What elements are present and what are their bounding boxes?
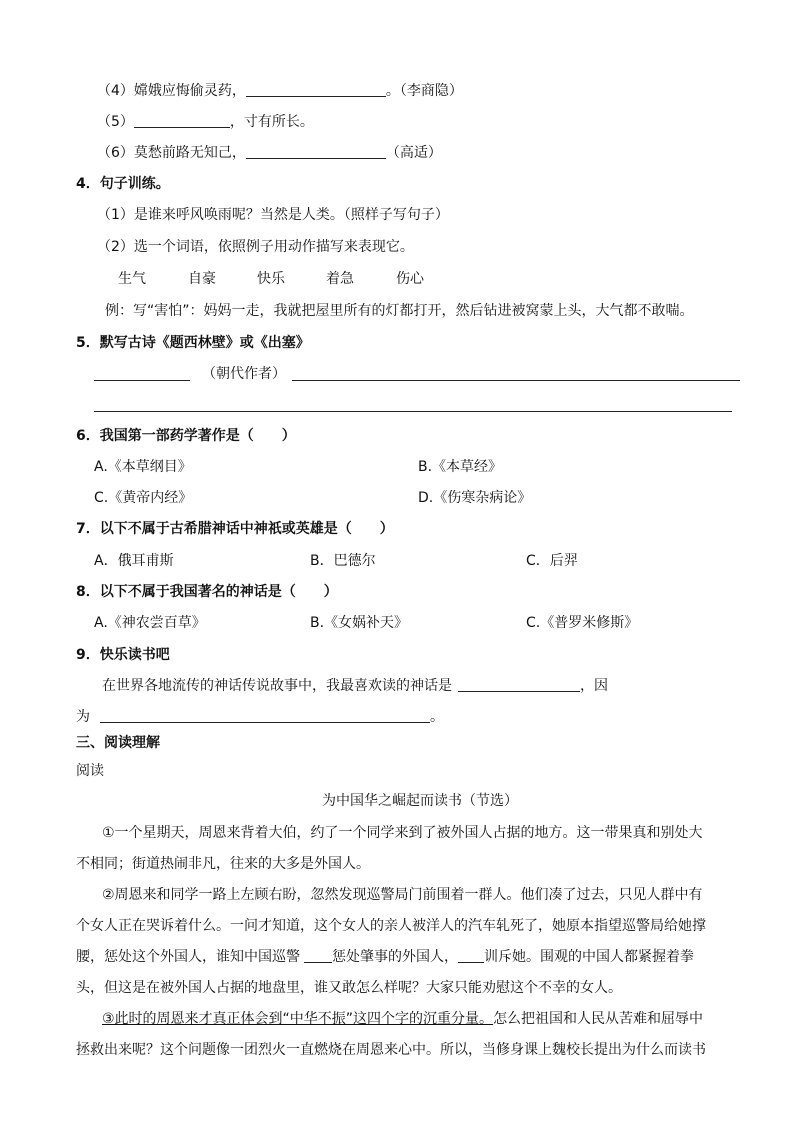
passage-title: 为中国华之崛起而读书（节选） [322, 793, 518, 809]
q5-title: 5．默写古诗《题西林壁》或《出塞》 [76, 335, 310, 351]
q3-item-6-source: （高适） [385, 145, 442, 161]
section-heading: 三、阅读理解 [76, 735, 160, 751]
q4-sub-1: （1）是谁来呼风唤雨呢？当然是人类。（照样子写句子） [97, 207, 449, 223]
q9-line-1 [102, 677, 608, 695]
answer-blank[interactable] [246, 144, 386, 159]
q9-title: 9．快乐读书吧 [76, 647, 170, 663]
q4-word-5: 伤心 [396, 271, 424, 287]
q3-item-6 [97, 144, 442, 162]
passage-p2-line-1: ②周恩来和同学一路上左顾右盼，忽然发现巡警局门前围着一群人。他们凑了过去，只见人群中有 [102, 887, 703, 903]
passage-p2-line-3-a: 腰，惩处这个外国人，谁知中国巡警 [76, 949, 300, 965]
q4-word-1: 生气 [118, 271, 146, 287]
q4-title: 4．句子训练。 [76, 176, 170, 192]
passage-p2-line-2: 个女人正在哭诉着什么。一问才知道，这个女人的亲人被洋人的汽车轧死了，她原本指望巡警局给她撑 [76, 918, 706, 934]
q6-option-b[interactable]: B.《本草经》 [418, 459, 503, 475]
passage-blank-2[interactable] [458, 948, 484, 963]
passage-p2-line-4: 头，但这是在被外国人占据的地盘里，谁又敢怎么样呢？大家只能劝慰这个不幸的女人。 [76, 980, 622, 996]
passage-p2-line-3 [76, 948, 694, 966]
q6-option-c[interactable]: C.《黄帝内经》 [94, 490, 193, 506]
poem-line-1[interactable] [292, 380, 740, 381]
q9-line-2-text: 为 [76, 709, 90, 725]
q6-option-d[interactable]: D.《伤寒杂病论》 [418, 490, 532, 506]
passage-p2-line-3-c: 训斥她。围观的中国人都紧握着拳 [484, 949, 694, 965]
underlined-sentence: ③此时的周恩来才真正体会到“中华不振”这四个字的沉重分量。 [102, 1011, 494, 1027]
passage-blank-1[interactable] [304, 948, 332, 963]
q3-item-4 [97, 82, 463, 100]
q8-title: 8．以下不属于我国著名的神话是（ ） [76, 584, 338, 600]
dynasty-blank[interactable] [94, 380, 190, 381]
passage-p1-line-1: ①一个星期天，周恩来背着大伯，约了一个同学来到了被外国人占据的地方。这一带果真和别处大 [102, 825, 703, 841]
poem-line-2[interactable] [94, 411, 732, 412]
q3-item-4-source: 。（李商隐） [385, 83, 463, 99]
q4-word-3: 快乐 [257, 271, 285, 287]
q7-option-c[interactable]: C．后羿 [526, 553, 578, 569]
q4-word-4: 着急 [326, 271, 354, 287]
reason-blank[interactable] [100, 708, 430, 723]
q3-item-4-text: （4）嫦娥应悔偷灵药， [97, 83, 246, 99]
q4-word-2: 自豪 [188, 271, 216, 287]
q3-item-5-text: ，寸有所长。 [229, 114, 314, 130]
passage-p1-line-2: 不相同；街道热闹非凡，往来的大多是外国人。 [76, 856, 370, 872]
q6-title: 6．我国第一部药学著作是（ ） [76, 428, 296, 444]
passage-p3-line-1 [102, 1010, 703, 1028]
passage-p3-line-1-rest: 怎么把祖国和人民从苦难和屈辱中 [493, 1011, 704, 1027]
q5-author-label: （朝代作者） [202, 366, 286, 382]
q7-title: 7．以下不属于古希腊神话中神祇或英雄是（ ） [76, 521, 394, 537]
passage-p2-line-3-b: 惩处肇事的外国人， [332, 949, 458, 965]
answer-blank[interactable] [246, 82, 386, 97]
answer-blank[interactable] [134, 113, 230, 128]
q9-line-2 [76, 708, 444, 726]
reading-label: 阅读 [76, 763, 104, 779]
q8-option-a[interactable]: A.《神农尝百草》 [94, 615, 206, 631]
favorite-myth-blank[interactable] [458, 677, 580, 692]
q4-example: 例：写“害怕”：妈妈一走，我就把屋里所有的灯都打开，然后钻进被窝蒙上头，大气都不敢喘。 [105, 303, 694, 319]
passage-p3-line-2: 拯救出来呢？这个问题像一团烈火一直燃烧在周恩来心中。所以，当修身课上魏校长提出为什么而读书 [76, 1042, 706, 1058]
q8-option-c[interactable]: C.《普罗米修斯》 [526, 615, 639, 631]
q7-option-a[interactable]: A．俄耳甫斯 [94, 553, 174, 569]
q7-option-b[interactable]: B．巴德尔 [310, 553, 376, 569]
q9-line-1-end: ，因 [580, 678, 608, 694]
q3-item-5-number: （5） [97, 114, 134, 130]
q9-line-2-end: 。 [430, 709, 444, 725]
q6-option-a[interactable]: A.《本草纲目》 [94, 459, 192, 475]
q3-item-5 [97, 113, 314, 131]
q8-option-b[interactable]: B.《女娲补天》 [310, 615, 409, 631]
q9-line-1-text: 在世界各地流传的神话传说故事中，我最喜欢读的神话是 [102, 678, 452, 694]
q4-sub-2: （2）选一个词语，依照例子用动作描写来表现它。 [97, 239, 414, 255]
q3-item-6-text: （6）莫愁前路无知己， [97, 145, 246, 161]
